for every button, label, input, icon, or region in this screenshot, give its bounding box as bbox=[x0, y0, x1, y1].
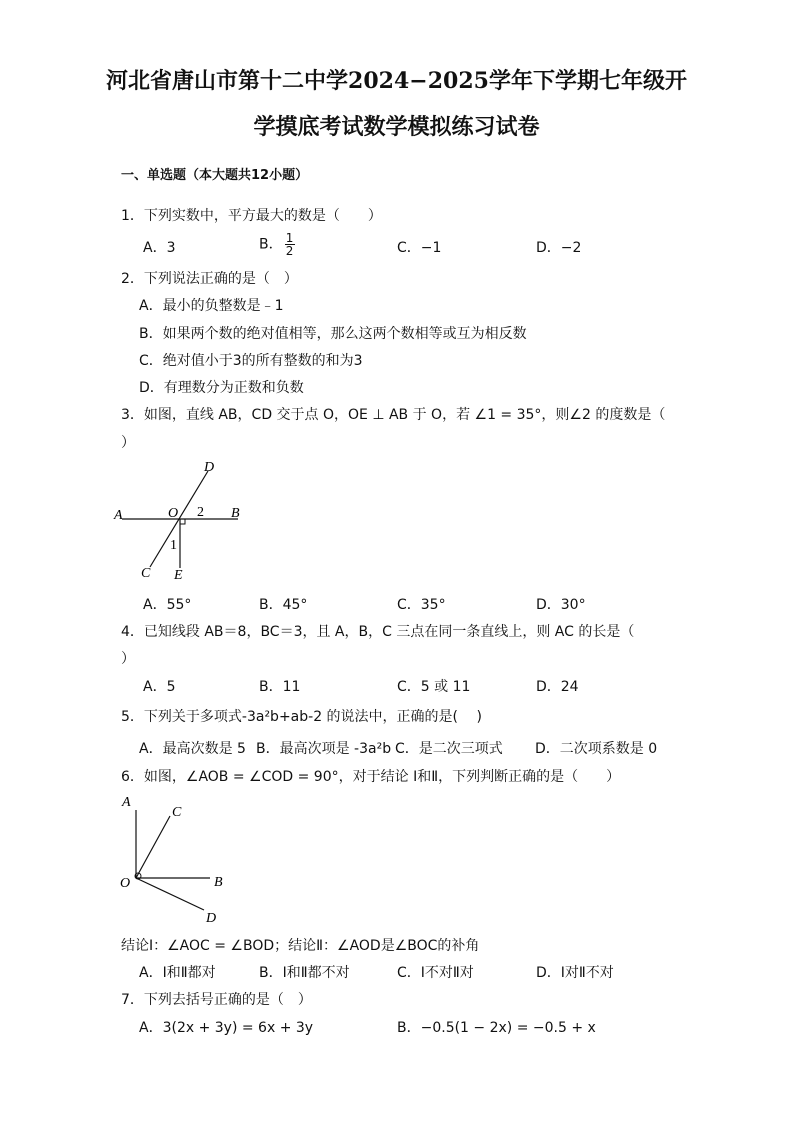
label-b: B bbox=[231, 506, 240, 521]
option-c: C．是二次三项式 bbox=[395, 741, 503, 757]
option-b: B．45° bbox=[259, 597, 308, 613]
option-a: A．3 bbox=[143, 240, 176, 256]
option-a: A．最高次数是 5 bbox=[139, 741, 246, 757]
option-a: A．55° bbox=[143, 597, 192, 613]
label-c: C bbox=[141, 566, 151, 581]
fraction-denominator: 2 bbox=[285, 244, 294, 258]
option-b: B．Ⅰ和Ⅱ都不对 bbox=[259, 965, 350, 981]
option-c: C．绝对值小于3的所有整数的和为3 bbox=[139, 353, 363, 369]
option-b: B．11 bbox=[259, 679, 301, 695]
question-stem: 4．已知线段 AB＝8，BC＝3，且 A，B，C 三点在同一条直线上，则 AC 的长是（ bbox=[121, 624, 635, 640]
option-b: B．如果两个数的绝对值相等，那么这两个数相等或互为相反数 bbox=[139, 326, 527, 342]
question-stem-end: ） bbox=[121, 435, 135, 451]
option-a: A．Ⅰ和Ⅱ都对 bbox=[139, 965, 216, 981]
label-b: B bbox=[214, 875, 223, 890]
question-stem: 1．下列实数中，平方最大的数是（ ） bbox=[121, 208, 382, 224]
question-stem-end: ） bbox=[121, 651, 135, 667]
fraction bbox=[285, 232, 295, 257]
option-d: D．有理数分为正数和负数 bbox=[139, 380, 304, 396]
option-c: C．−1 bbox=[397, 240, 442, 256]
option-d: D．30° bbox=[536, 597, 586, 613]
question-stem: 2．下列说法正确的是（ ） bbox=[121, 271, 298, 287]
figure-intersecting-lines bbox=[110, 455, 260, 585]
right-angle-mark bbox=[180, 519, 185, 524]
option-a: A．3(2x + 3y) = 6x + 3y bbox=[139, 1020, 314, 1036]
option-d: D．−2 bbox=[536, 240, 582, 256]
figure-angles bbox=[110, 790, 250, 930]
label-o: O bbox=[168, 506, 179, 521]
option-d: D．Ⅰ对Ⅱ不对 bbox=[536, 965, 614, 981]
option-b: B．最高次项是 -3a²b bbox=[256, 741, 392, 757]
option-c: C．5 或 11 bbox=[397, 679, 471, 695]
angle-1-label: 1 bbox=[170, 538, 177, 553]
label-d: D bbox=[204, 460, 215, 475]
question-stem: 5．下列关于多项式-3a²b+ab-2 的说法中，正确的是( ) bbox=[121, 709, 482, 725]
option-c: C．35° bbox=[397, 597, 446, 613]
section-heading: 一、单选题（本大题共12小题） bbox=[121, 168, 309, 183]
option-b-prefix: B． bbox=[259, 236, 283, 253]
label-a: A bbox=[114, 508, 123, 523]
option-d: D．二次项系数是 0 bbox=[535, 741, 658, 757]
ray-oc bbox=[136, 816, 170, 878]
label-o: O bbox=[120, 876, 131, 891]
title-line-1: 河北省唐山市第十二中学2024−2025学年下学期七年级开 bbox=[106, 68, 687, 94]
conclusion: 结论Ⅰ：∠AOC = ∠BOD；结论Ⅱ：∠AOD是∠BOC的补角 bbox=[121, 938, 480, 954]
label-c: C bbox=[172, 805, 182, 820]
option-b bbox=[259, 232, 295, 257]
fraction-numerator: 1 bbox=[285, 231, 294, 245]
question-stem: 7．下列去括号正确的是（ ） bbox=[121, 992, 312, 1008]
option-c: C．Ⅰ不对Ⅱ对 bbox=[397, 965, 474, 981]
angle-2-label: 2 bbox=[197, 505, 204, 520]
option-b: B．−0.5(1 − 2x) = −0.5 + x bbox=[397, 1020, 596, 1036]
label-d: D bbox=[206, 911, 217, 926]
ray-od bbox=[136, 878, 204, 910]
question-stem: 6．如图，∠AOB = ∠COD = 90°，对于结论 Ⅰ和Ⅱ，下列判断正确的是（ ） bbox=[121, 769, 621, 785]
label-a: A bbox=[122, 795, 131, 810]
option-d: D．24 bbox=[536, 679, 579, 695]
question-stem: 3．如图，直线 AB，CD 交于点 O，OE ⊥ AB 于 O，若 ∠1 = 35°，则∠2 的度数是（ bbox=[121, 407, 666, 423]
title-line-2: 学摸底考试数学模拟练习试卷 bbox=[253, 114, 540, 140]
option-a: A．最小的负整数是﹣1 bbox=[139, 298, 284, 314]
option-a: A．5 bbox=[143, 679, 176, 695]
label-e: E bbox=[174, 568, 183, 583]
